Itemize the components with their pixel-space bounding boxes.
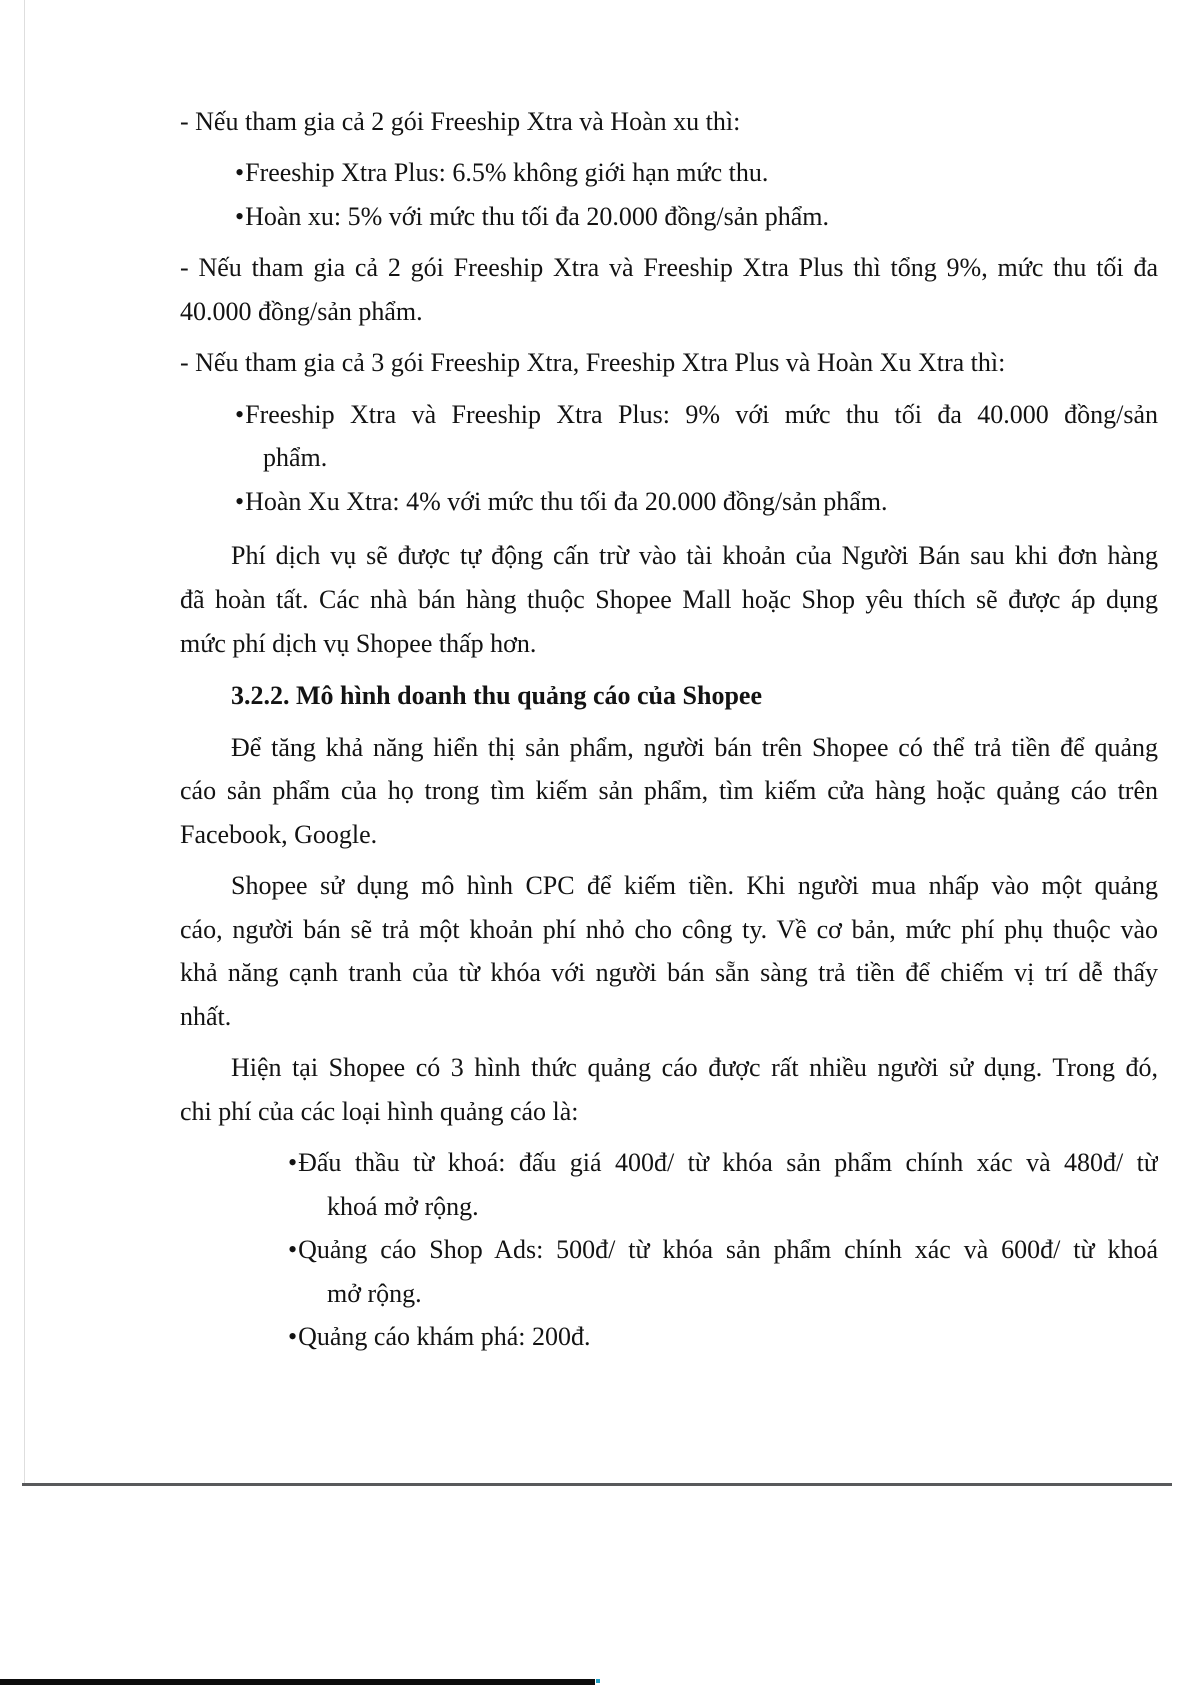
- text-line-content: chi phí của các loại hình quảng cáo là:: [180, 1097, 579, 1126]
- text-line-content: Freeship Xtra và Freeship Xtra Plus: 9% với mức thu tối đa 40.000 đồng/sản: [245, 400, 1158, 429]
- text-line-content: - Nếu tham gia cả 2 gói Freeship Xtra và Freeship Xtra Plus thì tổng 9%, mức thu tối đa: [180, 253, 1158, 282]
- text-line-content: Hoàn xu: 5% với mức thu tối đa 20.000 đồng/sản phẩm.: [245, 202, 829, 231]
- text-line: [235, 195, 1158, 239]
- page-edge-line: [24, 0, 25, 1484]
- text-line: [180, 578, 1158, 622]
- bullet-icon: •: [235, 400, 245, 429]
- text-line-content: Quảng cáo khám phá: 200đ.: [298, 1322, 591, 1351]
- text-line: [231, 1046, 1158, 1090]
- text-line: [231, 726, 1158, 770]
- text-line: [180, 290, 1158, 334]
- bullet-icon: •: [235, 202, 245, 231]
- text-line-content: cáo, người bán sẽ trả một khoản phí nhỏ cho công ty. Về cơ bản, mức phí phụ thuộc vào: [180, 915, 1158, 944]
- text-line-content: Hoàn Xu Xtra: 4% với mức thu tối đa 20.000 đồng/sản phẩm.: [245, 487, 888, 516]
- text-line-content: Freeship Xtra Plus: 6.5% không giới hạn mức thu.: [245, 158, 769, 187]
- text-line-content: mức phí dịch vụ Shopee thấp hơn.: [180, 629, 537, 658]
- text-line: [235, 393, 1158, 437]
- text-line: [180, 995, 1158, 1039]
- text-line: [288, 1315, 1158, 1359]
- text-line-content: cáo sản phẩm của họ trong tìm kiếm sản phẩm, tìm kiếm cửa hàng hoặc quảng cáo trên: [180, 776, 1158, 805]
- text-line-content: đã hoàn tất. Các nhà bán hàng thuộc Shopee Mall hoặc Shop yêu thích sẽ được áp dụng: [180, 585, 1158, 614]
- text-line: [180, 908, 1158, 952]
- text-line: [180, 951, 1158, 995]
- text-line-content: Shopee sử dụng mô hình CPC để kiếm tiền. Khi người mua nhấp vào một quảng: [231, 871, 1158, 900]
- text-line-content: Phí dịch vụ sẽ được tự động cấn trừ vào tài khoản của Người Bán sau khi đơn hàng: [231, 541, 1158, 570]
- text-line-content: Đấu thầu từ khoá: đấu giá 400đ/ từ khóa sản phẩm chính xác và 480đ/ từ: [298, 1148, 1158, 1177]
- text-line-content: Facebook, Google.: [180, 820, 378, 849]
- text-line-content: mở rộng.: [327, 1279, 422, 1308]
- text-line-content: nhất.: [180, 1002, 232, 1031]
- text-line: [231, 534, 1158, 578]
- bullet-icon: •: [235, 158, 245, 187]
- text-line-content: khả năng cạnh tranh của từ khóa với người bán sẵn sàng trả tiền để chiếm vị trí dễ thấy: [180, 958, 1158, 987]
- bullet-icon: •: [288, 1235, 298, 1264]
- text-line-content: Để tăng khả năng hiển thị sản phẩm, người bán trên Shopee có thể trả tiền để quảng: [231, 733, 1158, 762]
- bullet-icon: •: [288, 1322, 298, 1351]
- text-line: [180, 246, 1158, 290]
- next-page-table-edge: [0, 1679, 595, 1685]
- text-line: [231, 864, 1158, 908]
- text-line: [180, 813, 1158, 857]
- text-line: [327, 1272, 1158, 1316]
- text-line-content: 3.2.2. Mô hình doanh thu quảng cáo của Shopee: [231, 681, 762, 710]
- bullet-icon: •: [288, 1148, 298, 1177]
- text-line: [327, 1185, 1158, 1229]
- text-line: [235, 480, 1158, 524]
- text-line-content: 40.000 đồng/sản phẩm.: [180, 297, 423, 326]
- text-line: [235, 151, 1158, 195]
- section-heading: [231, 674, 1158, 718]
- text-line-content: Hiện tại Shopee có 3 hình thức quảng cáo được rất nhiều người sử dụng. Trong đó,: [231, 1053, 1158, 1082]
- page-divider: [22, 1483, 1172, 1486]
- bullet-icon: •: [235, 487, 245, 516]
- text-line: [180, 622, 1158, 666]
- text-line: [180, 100, 1158, 144]
- text-line: [180, 341, 1158, 385]
- text-line-content: - Nếu tham gia cả 3 gói Freeship Xtra, Freeship Xtra Plus và Hoàn Xu Xtra thì:: [180, 348, 1006, 377]
- text-line: [180, 769, 1158, 813]
- text-line: [180, 1090, 1158, 1134]
- text-line-content: khoá mở rộng.: [327, 1192, 479, 1221]
- text-line: [288, 1228, 1158, 1272]
- text-line: [288, 1141, 1158, 1185]
- text-line-content: Quảng cáo Shop Ads: 500đ/ từ khóa sản phẩm chính xác và 600đ/ từ khoá: [298, 1235, 1158, 1264]
- text-line: [263, 436, 1158, 480]
- text-line-content: phẩm.: [263, 443, 328, 472]
- cursor-dot: [596, 1679, 600, 1683]
- text-line-content: - Nếu tham gia cả 2 gói Freeship Xtra và Hoàn xu thì:: [180, 107, 741, 136]
